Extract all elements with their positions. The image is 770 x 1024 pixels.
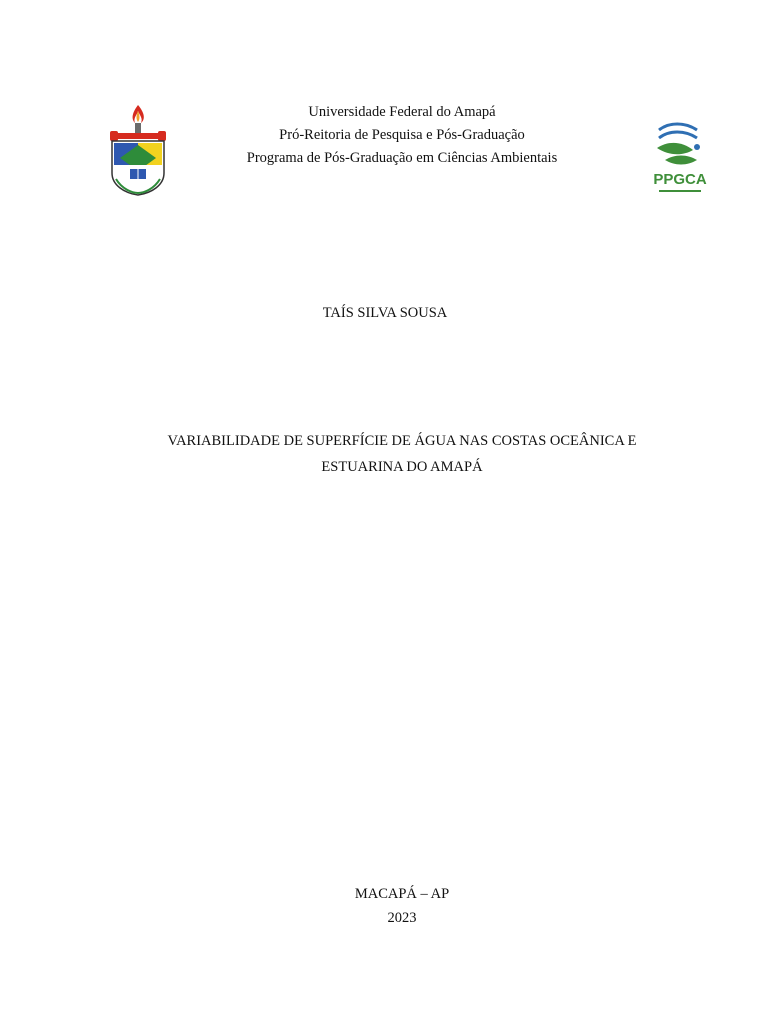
- thesis-title-line-1: VARIABILIDADE DE SUPERFÍCIE DE ÁGUA NAS COSTAS OCEÂNICA E: [167, 433, 637, 449]
- thesis-title: [100, 428, 704, 480]
- ppgca-logo-icon: [651, 120, 709, 196]
- program-name: Programa de Pós-Graduação em Ciências Ambientais: [246, 150, 558, 166]
- university-name: Universidade Federal do Amapá: [308, 104, 496, 120]
- place-and-year: [0, 882, 770, 930]
- institution-header: [200, 101, 604, 170]
- thesis-title-line-2: ESTUARINA DO AMAPÁ: [321, 459, 483, 475]
- university-emblem-icon: [106, 103, 170, 197]
- pro-rectorate-name: Pró-Reitoria de Pesquisa e Pós-Graduação: [279, 127, 525, 143]
- author-name: TAÍS SILVA SOUSA: [322, 305, 448, 321]
- ppgca-logo-text: PPGCA: [653, 171, 707, 188]
- year: 2023: [387, 910, 417, 926]
- place: MACAPÁ – AP: [354, 886, 450, 902]
